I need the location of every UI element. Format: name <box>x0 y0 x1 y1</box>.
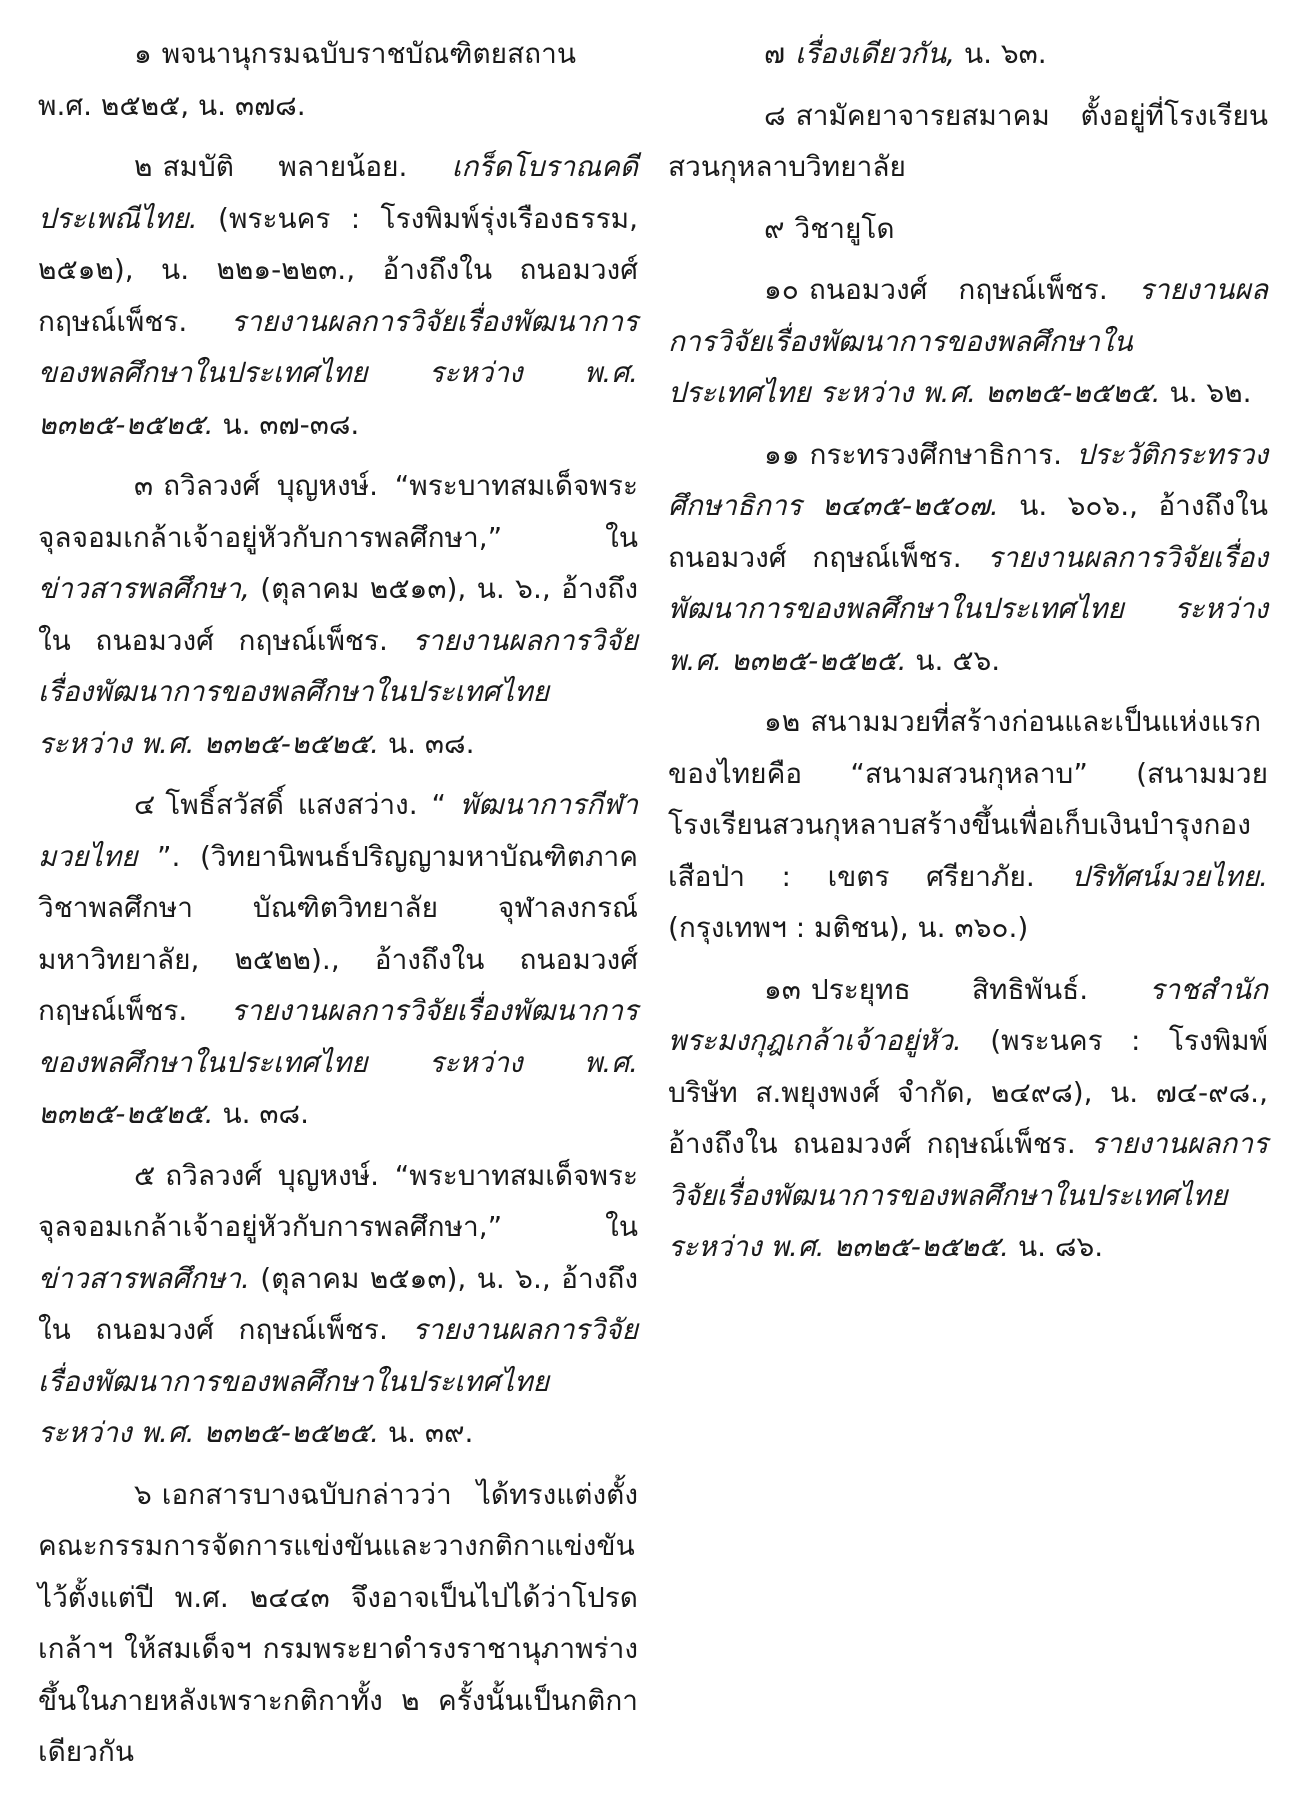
footnote-title: ประวัติกระทรวงศึกษาธิการ ๒๔๓๕-๒๕๐๗. <box>668 437 1268 522</box>
footnote-number: ๘ <box>764 98 786 132</box>
footnote-text: น. ๖๓. <box>963 37 1047 70</box>
footnote-number: ๑๑ <box>764 437 800 471</box>
footnote-text: (ตุลาคม ๒๕๑๓), น. ๖., อ้างถึงใน ถนอมวงศ์ กฤษณ์เพ็ชร. <box>38 572 638 657</box>
footnote-text: สามัคยาจารยสมาคม ตั้งอยู่ที่โรงเรียนสวนกุหลาบวิทยาลัย <box>668 98 1268 183</box>
footnote-title: รายงานผลการวิจัยเรื่องพัฒนาการของพลศึกษาในประเทศไทย ระหว่าง พ.ศ. ๒๓๒๕-๒๕๒๕. <box>668 540 1268 677</box>
footnote <box>668 90 1268 193</box>
footnote-title: ราชสำนักพระมงกุฎเกล้าเจ้าอยู่หัว. <box>668 972 1268 1057</box>
footnote-text: ประยุทธ สิทธิพันธ์. <box>810 972 1089 1006</box>
footnote-text: ถวิลวงศ์ บุญหงษ์. “พระบาทสมเด็จพระจุลจอมเกล้าเจ้าอยู่หัวกับการพลศึกษา,” ใน <box>38 1158 638 1243</box>
footnote <box>38 28 638 131</box>
footnote-text: ถวิลวงศ์ บุญหงษ์. “พระบาทสมเด็จพระจุลจอมเกล้าเจ้าอยู่หัวกับการพลศึกษา,” ใน <box>38 469 638 554</box>
footnotes-right-column <box>668 28 1268 1283</box>
footnote-title: รายงานผลการวิจัยเรื่องพัฒนาการของพลศึกษาในประเทศไทย ระหว่าง พ.ศ. ๒๓๒๕-๒๕๒๕. <box>38 623 638 760</box>
footnote <box>38 779 638 1140</box>
footnote-number: ๒ <box>134 150 153 183</box>
footnote-text: สนามมวยที่สร้างก่อนและเป็นแห่งแรกของไทยคือ “สนามสวนกุหลาบ” (สนามมวยโรงเรียนสวนกุหลาบสร้างขึ้นเพื่อเก็บเงินบำรุงกองเสือป่า : เขตร ศรียาภัย. <box>668 705 1268 893</box>
footnote-text: วิชายูโด <box>794 211 895 245</box>
footnote-text: สมบัติ พลายน้อย. <box>162 150 408 183</box>
footnote-text: น. ๕๖. <box>915 643 1001 677</box>
footnote-number: ๖ <box>134 1477 152 1511</box>
footnote-number: ๑๓ <box>764 972 801 1006</box>
footnote-title: ข่าวสารพลศึกษา. <box>38 1261 250 1295</box>
footnote <box>38 1150 638 1459</box>
footnote <box>38 141 638 450</box>
footnote-text: น. ๓๗-๓๘. <box>222 407 360 441</box>
footnote-text: น. ๘๖. <box>1017 1230 1104 1263</box>
footnote-text: กระทรวงศึกษาธิการ. <box>809 437 1063 471</box>
footnote-text: (กรุงเทพฯ : มติชน), น. ๓๖๐.) <box>668 911 1029 944</box>
footnote <box>668 203 1268 255</box>
footnote <box>668 429 1268 687</box>
footnote-text: พจนานุกรมฉบับราชบัณฑิตยสถาน พ.ศ. ๒๕๒๕, น. ๓๗๘. <box>38 37 576 122</box>
footnote-title: รายงานผลการวิจัยเรื่องพัฒนาการของพลศึกษาในประเทศไทย ระหว่าง พ.ศ. ๒๓๒๕-๒๕๒๕. <box>668 273 1268 409</box>
footnote <box>38 460 638 769</box>
footnote-title: พัฒนาการกีฬามวยไทย <box>38 788 638 873</box>
footnote-text: น. ๖๒. <box>1169 376 1252 409</box>
footnote <box>38 1469 638 1778</box>
footnote <box>668 964 1268 1273</box>
footnote <box>668 28 1268 80</box>
footnote-title: ปริทัศน์มวยไทย. <box>1071 859 1269 893</box>
footnote-title: รายงานผลการวิจัยเรื่องพัฒนาการของพลศึกษาในประเทศไทย ระหว่าง พ.ศ. ๒๓๒๕-๒๕๒๕. <box>38 304 638 441</box>
footnote-text: น. ๓๘. <box>387 726 475 760</box>
footnote <box>668 264 1268 419</box>
footnote-text: ”. (วิทยานิพนธ์ปริญญามหาบัณฑิตภาควิชาพลศึกษา บัณฑิตวิทยาลัย จุฬาลงกรณ์มหาวิทยาลัย, ๒๕๒๒)., อ้างถึงใน ถนอมวงศ์ กฤษณ์เพ็ชร. <box>38 839 638 1027</box>
footnote-text: (พระนคร : โรงพิมพ์บริษัท ส.พยุงพงศ์ จำกัด, ๒๔๙๘), น. ๗๔-๙๘., อ้างถึงใน ถนอมวงศ์ กฤษณ์เพ็ชร. <box>668 1024 1268 1160</box>
footnote-number: ๕ <box>134 1158 156 1192</box>
footnote-text: น. ๓๙. <box>387 1416 474 1449</box>
footnote-number: ๗ <box>764 37 786 70</box>
footnote-number: ๓ <box>134 469 154 502</box>
footnote-text: เอกสารบางฉบับกล่าวว่า ได้ทรงแต่งตั้งคณะกรรมการจัดการแข่งขันและวางกติกาแข่งขันไว้ตั้งแต่ปี พ.ศ. ๒๔๔๓ จึงอาจเป็นไปได้ว่าโปรดเกล้าฯ ให้สมเด็จฯ กรมพระยาดำรงราชานุภาพร่างขึ้นในภายหลังเพราะกติกาทั้ง ๒ ครั้งนั้นเป็นกติกาเดียวกัน <box>38 1477 638 1768</box>
footnote-number: ๔ <box>134 788 156 821</box>
footnote-title: รายงานผลการวิจัยเรื่องพัฒนาการของพลศึกษาในประเทศไทย ระหว่าง พ.ศ. ๒๓๒๕-๒๕๒๕. <box>38 994 638 1130</box>
footnote-text: (พระนคร : โรงพิมพ์รุ่งเรืองธรรม, ๒๕๑๒), น. ๒๒๑-๒๒๓., อ้างถึงใน ถนอมวงศ์ กฤษณ์เพ็ชร. <box>38 201 638 338</box>
footnote-title: รายงานผลการวิจัยเรื่องพัฒนาการของพลศึกษาในประเทศไทย ระหว่าง พ.ศ. ๒๓๒๕-๒๕๒๕. <box>38 1313 638 1449</box>
footnote-title: เกร็ดโบราณคดีประเพณีไทย. <box>38 150 638 235</box>
footnote-number: ๙ <box>764 211 785 245</box>
footnote-text: น. ๖๐๖., อ้างถึงใน ถนอมวงศ์ กฤษณ์เพ็ชร. <box>668 489 1268 574</box>
footnote-number: ๑๒ <box>764 705 801 738</box>
footnote-title: ข่าวสารพลศึกษา, <box>38 572 250 605</box>
footnote-number: ๑๐ <box>764 273 799 306</box>
footnote-title: รายงานผลการวิจัยเรื่องพัฒนาการของพลศึกษาในประเทศไทย ระหว่าง พ.ศ. ๒๓๒๕-๒๕๒๕. <box>668 1127 1268 1263</box>
footnote-title: เรื่องเดียวกัน, <box>795 37 956 70</box>
footnote <box>668 696 1268 954</box>
footnote-text: น. ๓๘. <box>222 1097 310 1130</box>
footnote-text: (ตุลาคม ๒๕๑๓), น. ๖., อ้างถึงใน ถนอมวงศ์ กฤษณ์เพ็ชร. <box>38 1261 638 1346</box>
footnote-text: ถนอมวงศ์ กฤษณ์เพ็ชร. <box>808 273 1108 306</box>
footnote-text: โพธิ์สวัสดิ์ แสงสว่าง. “ <box>165 788 446 821</box>
footnote-number: ๑ <box>134 37 152 70</box>
footnotes-left-column <box>38 28 638 1788</box>
